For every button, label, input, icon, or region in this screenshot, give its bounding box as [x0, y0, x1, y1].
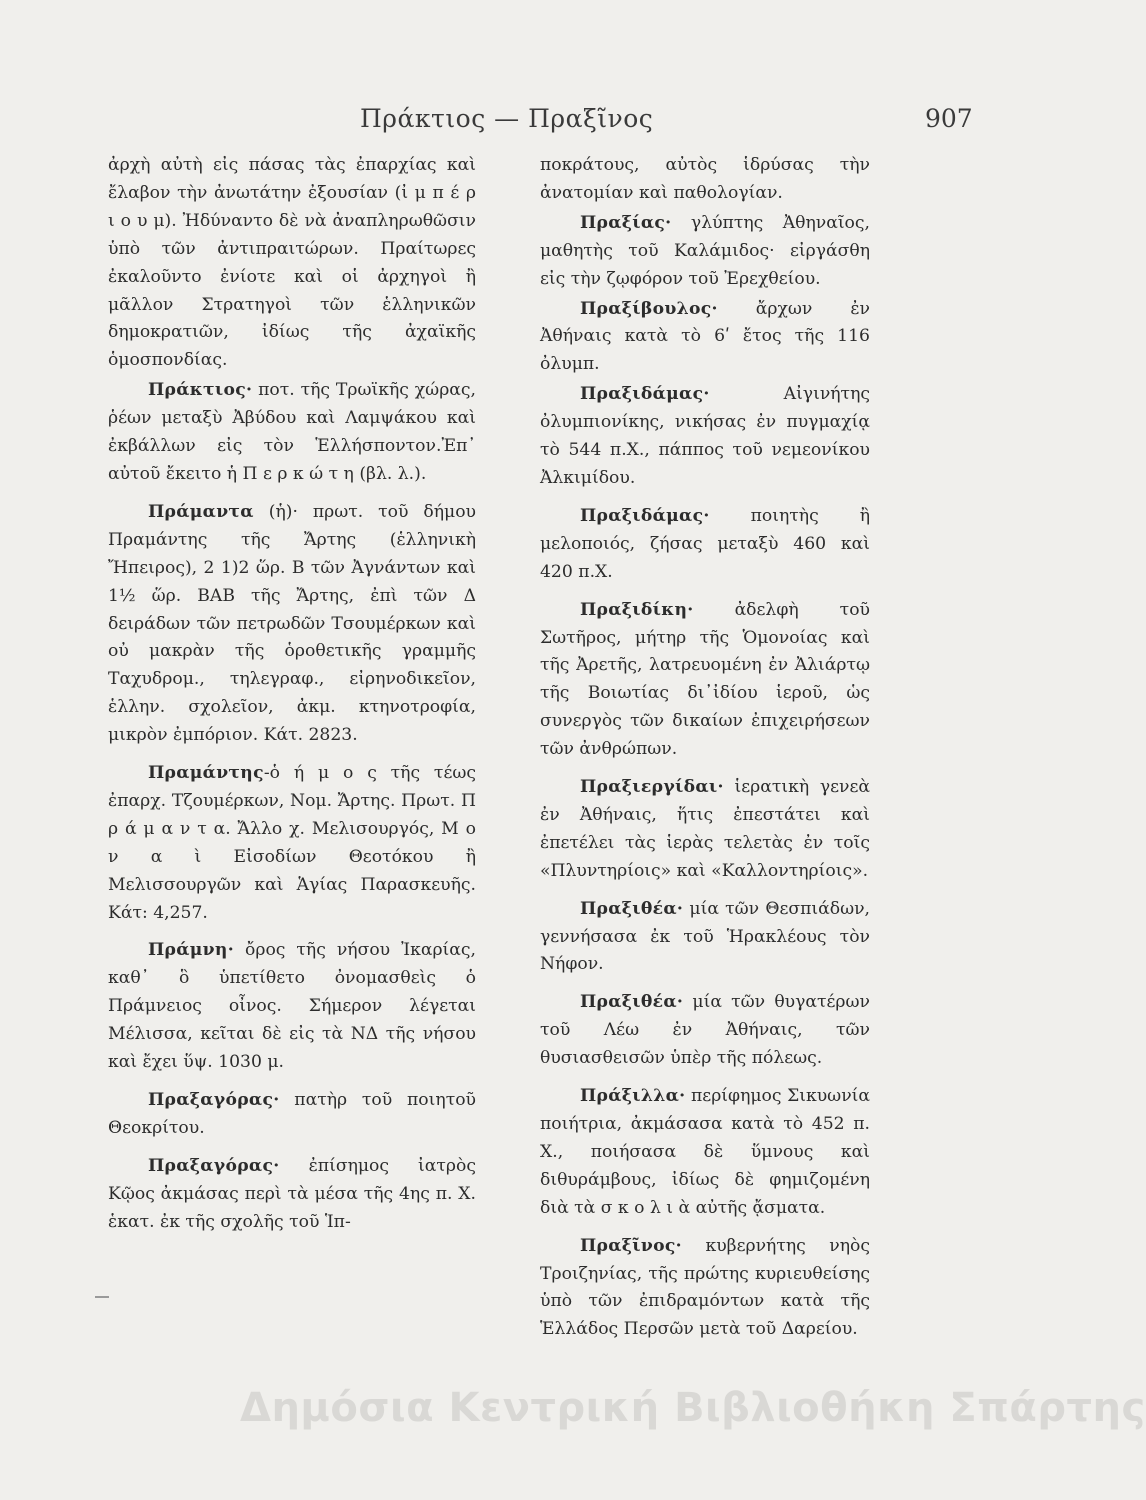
entry-text: κυβερνήτης νηὸς Τροιζηνίας, τῆς πρώτης κυριευθείσης ὑπὸ τῶν ἐπιδραμόντων κατὰ τῆς Ἑλλάδος Περσῶν μετὰ τοῦ Δαρείου. [540, 1235, 870, 1340]
dictionary-entry [540, 774, 870, 886]
left-column [108, 152, 476, 1237]
entry-lemma: Πραμάντης [148, 763, 264, 784]
entry-lemma: Πραξῖνος· [580, 1235, 682, 1256]
entry-text: πατὴρ τοῦ ποιητοῦ Θεοκρίτου. [108, 1090, 476, 1138]
entry-text: ἀρχὴ αὐτὴ εἰς πάσας τὰς ἐπαρχίας καὶ ἔλαβον τὴν ἀνωτάτην ἐξουσίαν (ἰ μ π έ ρ ι ο υ μ). Ἠδύναντο δὲ νὰ ἀναπληρωθῶσιν ὑπὸ τῶν ἀντιπραιτώρων. Πραίτωρες ἐκαλοῦντο ἐνίοτε καὶ οἱ ἀρχηγοὶ ἢ μᾶλλον Στρατηγοὶ τῶν ἑλληνικῶν δημοκρατιῶν, ἰδίως τῆς ἀχαϊκῆς ὁμοσπονδίας. [108, 155, 476, 371]
entry-lemma: Πράκτιος· [148, 380, 253, 401]
entry-lemma: Πραξίβουλος· [580, 298, 718, 319]
dictionary-entry [540, 1083, 870, 1223]
entry-lemma: Πραξιδάμας· [580, 505, 710, 526]
running-title: Πράκτιος — Πραξῖνος [360, 104, 654, 133]
entry-lemma: Πραξιθέα· [580, 898, 684, 919]
page-header [0, 104, 1055, 144]
entry-text: γλύπτης Ἀθηναῖος, μαθητὴς τοῦ Καλάμιδος· εἰργάσθη εἰς τὴν ζῳφόρον τοῦ Ἐρεχθείου. [540, 212, 870, 289]
dictionary-entry [108, 377, 476, 489]
entry-lemma: Πραξιδάμας· [580, 384, 710, 405]
dictionary-entry [108, 499, 476, 750]
scan-mark [95, 1296, 109, 1298]
entry-text: ὄρος τῆς νήσου Ἰκαρίας, καθ᾽ ὃ ὑπετίθετο ὀνομασθεὶς ὁ Πράμνειος οἶνος. Σήμερον λέγεται Μέλισσα, κεῖται δὲ εἰς τὰ ΝΔ τῆς νήσου καὶ ἔχει ὕψ. 1030 μ. [108, 940, 476, 1073]
entry-text: ἀδελφὴ τοῦ Σωτῆρος, μήτηρ τῆς Ὁμονοίας καὶ τῆς Ἀρετῆς, λατρευομένη ἐν Ἀλιάρτῳ τῆς Βοιωτίας δι᾽ἰδίου ἱεροῦ, ὡς συνεργὸς τῶν δικαίων ἐπιχειρήσεων τῶν ἀνθρώπων. [540, 599, 870, 760]
library-watermark: Δημόσια Κεντρική Βιβλιοθήκη Σπάρτης [240, 1385, 1146, 1431]
entry-text: ἐπίσημος ἰατρὸς Κῷος ἀκμάσας περὶ τὰ μέσα τῆς 4ης π. Χ. ἑκατ. ἐκ τῆς σχολῆς τοῦ Ἱπ- [108, 1155, 476, 1232]
entry-lemma: Πράμνη· [148, 940, 234, 961]
entry-text: μία τῶν Θεσπιάδων, γεννήσασα ἐκ τοῦ Ἡρακλέους τὸν Νήφον. [540, 898, 870, 975]
entry-text: ποιητὴς ἢ μελοποιός, ζήσας μεταξὺ 460 καὶ 420 π.Χ. [540, 505, 870, 582]
dictionary-entry [540, 210, 870, 294]
dictionary-entry [108, 1087, 476, 1143]
entry-lemma: Πράμαντα [148, 501, 254, 522]
entry-text: -ὁ ή μ ο ς τῆς τέως ἐπαρχ. Τζουμέρκων, Νομ. Ἄρτης. Πρωτ. Π ρ ά μ α ν τ α. Ἄλλο χ. Μελισουργός, Μ ο ν α ὶ Εἰσοδίων Θεοτόκου ἢ Μελισσουργῶν καὶ Ἁγίας Παρασκευῆς. Κάτ: 4,257. [108, 763, 476, 923]
entry-text: ἄρχων ἐν Ἀθήναις κατὰ τὸ 6ʹ ἔτος τῆς 116 ὀλυμπ. [540, 298, 870, 375]
entry-continuation [108, 152, 476, 375]
page-number: 907 [925, 104, 973, 133]
entry-text: ποκράτους, αὐτὸς ἱδρύσας τὴν ἀνατομίαν καὶ παθολογίαν. [540, 155, 870, 203]
dictionary-entry [108, 937, 476, 1077]
entry-text: ποτ. τῆς Τρωϊκῆς χώρας, ῥέων μεταξὺ Ἀβύδου καὶ Λαμψάκου καὶ ἐκβάλλων εἰς τὸν Ἑλλήσποντον.Ἐπ᾽ αὐτοῦ ἔκειτο ἡ Π ε ρ κ ώ τ η (βλ. λ.). [108, 380, 476, 484]
entry-text: Αἰγινήτης ὀλυμπιονίκης, νικήσας ἐν πυγμαχίᾳ τὸ 544 π.Χ., πάππος τοῦ νεμεονίκου Ἀλκιμίδου. [540, 384, 870, 488]
dictionary-entry [540, 296, 870, 380]
entry-lemma: Πραξιδίκη· [580, 599, 694, 620]
dictionary-entry [108, 1153, 476, 1237]
entry-lemma: Πραξαγόρας· [148, 1155, 280, 1176]
entry-text: περίφημος Σικυωνία ποιήτρια, ἀκμάσασα κατὰ τὸ 452 π. Χ., ποιήσασα δὲ ὕμνους καὶ διθυράμβους, ἰδίως δὲ φημιζομένη διὰ τὰ σ κ ο λ ι ὰ αὐτῆς ᾄσματα. [540, 1086, 870, 1218]
dictionary-entry [540, 989, 870, 1073]
entry-continuation [540, 152, 870, 208]
entry-text: (ἡ)· πρωτ. τοῦ δήμου Πραμάντης τῆς Ἄρτης (ἑλληνικὴ Ἤπειρος), 2 1)2 ὥρ. Β τῶν Ἀγνάντων καὶ 1½ ὥρ. ΒΑΒ τῆς Ἄρτης, ἐπὶ τῶν Δ δειράδων τῶν πετρωδῶν Τσουμέρκων καὶ οὐ μακρὰν τῆς ὁροθετικῆς γραμμῆς Ταχυδρομ., τηλεγραφ., εἰρηνοδικεῖον, ἑλλην. σχολεῖον, ἀκμ. κτηνοτροφία, μικρὸν ἐμπόριον. Κάτ. 2823. [108, 501, 476, 746]
dictionary-entry [540, 1233, 870, 1345]
entry-lemma: Πράξιλλα· [580, 1086, 686, 1107]
entry-lemma: Πραξιεργίδαι· [580, 777, 724, 798]
entry-text: ἱερατικὴ γενεὰ ἐν Ἀθήναις, ἥτις ἐπεστάτει καὶ ἐπετέλει τὰς ἱερὰς τελετὰς ἐν τοῖς «Πλυντηρίοις» καὶ «Καλλοντηρίοις». [540, 777, 870, 881]
entry-lemma: Πραξίας· [580, 212, 672, 233]
dictionary-entry [540, 381, 870, 493]
dictionary-entry [540, 503, 870, 587]
entry-lemma: Πραξιθέα· [580, 992, 684, 1013]
dictionary-entry [108, 760, 476, 927]
right-column [540, 152, 870, 1344]
dictionary-entry [540, 597, 870, 764]
dictionary-entry [540, 896, 870, 980]
entry-text: μία τῶν θυγατέρων τοῦ Λέω ἐν Ἀθήναις, τῶν θυσιασθεισῶν ὑπὲρ τῆς πόλεως. [540, 992, 870, 1069]
entry-lemma: Πραξαγόρας· [148, 1090, 280, 1110]
